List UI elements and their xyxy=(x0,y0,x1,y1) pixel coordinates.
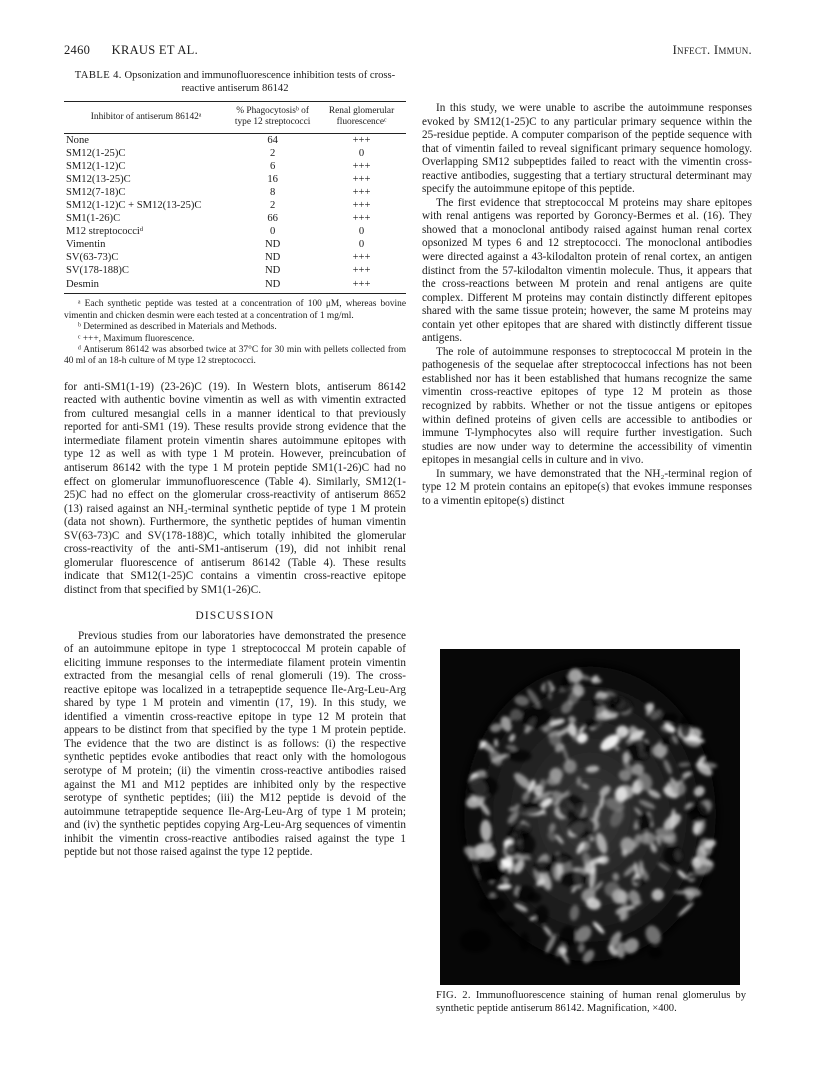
journal-name: Infect. Immun. xyxy=(672,43,752,57)
cell-phagocytosis: 8 xyxy=(269,186,276,198)
figure-label: FIG. 2. xyxy=(436,990,471,1001)
cell-inhibitor: None xyxy=(66,134,89,146)
cell-inhibitor: Vimentin xyxy=(66,239,106,251)
left-column xyxy=(64,70,406,860)
table-row xyxy=(64,187,406,200)
table-row xyxy=(64,200,406,213)
table-footnote: ᵈ Antiserum 86142 was absorbed twice at 37°C for 30 min with pellets collected from 40 ml of an 18-h culture of M type 12 streptococci. xyxy=(64,344,406,367)
table-footnotes xyxy=(64,299,406,367)
cell-phagocytosis: ND xyxy=(228,278,317,294)
cell-inhibitor: SV(178-188)C xyxy=(66,265,129,277)
table-caption xyxy=(68,70,402,95)
table-footnote: ᵃ Each synthetic peptide was tested at a concentration of 100 μM, whereas bovine vimentin and chicken desmin were each tested at a concentration of 1 mg/ml. xyxy=(64,299,406,321)
paragraph: The first evidence that streptococcal M proteins may share epitopes with renal antigens was reported by Goroncy-Bermes et al. (16). They showed that a monoclonal antibody raised against human renal cortex opsonized M types 6 and 12 streptococci. The monoclonal antibodies were directed against a 43-kilodalton protein of renal cortex, an antigen distinct from the 57-kilodalton vimentin molecule. Thus, it appears that the cross-reactions between M protein and renal antigens are quite complex. Different M proteins may contain distinctly different epitopes shared with the same tissue protein; however, the same M proteins may contain yet other epitopes that are shared with distinctly different tissue antigens. xyxy=(422,196,752,345)
table-label: TABLE 4. xyxy=(74,70,122,81)
cell-phagocytosis: ND xyxy=(264,265,281,277)
cell-fluorescence: 0 xyxy=(358,239,365,251)
table-row xyxy=(64,265,406,278)
table-title: Opsonization and immunofluorescence inhibition tests of cross-reactive antiserum 86142 xyxy=(124,70,396,94)
cell-fluorescence: +++ xyxy=(352,265,371,277)
cell-phagocytosis: ND xyxy=(264,252,281,264)
running-authors: KRAUS ET AL. xyxy=(111,43,199,57)
cell-fluorescence: +++ xyxy=(352,173,371,185)
paragraph: In this study, we were unable to ascribe the autoimmune responses evoked by SM12(1-25)C to any particular primary sequence within the 25-residue peptide. A computer comparison of the peptide sequence with that of vimentin failed to reveal significant primary sequence homology. Overlapping SM12 subpeptides failed to react with the vimentin cross-reactive antibodies, suggesting that a tertiary structural determinant may specify the autoimmune epitope of this peptide. xyxy=(422,102,752,196)
cell-phagocytosis: 0 xyxy=(269,226,276,238)
cell-phagocytosis: ND xyxy=(264,239,281,251)
micrograph-image xyxy=(440,649,740,985)
cell-fluorescence: +++ xyxy=(352,160,371,172)
cell-fluorescence: +++ xyxy=(352,134,371,146)
cell-inhibitor: SM12(7-18)C xyxy=(66,186,126,198)
table-row xyxy=(64,278,406,294)
cell-inhibitor: SM12(1-12)C + SM12(13-25)C xyxy=(66,200,202,211)
cell-inhibitor: SV(63-73)C xyxy=(66,252,119,264)
section-heading: DISCUSSION xyxy=(195,609,275,622)
cell-fluorescence: +++ xyxy=(317,278,406,294)
table-footnote: ᵇ Determined as described in Materials and Methods. xyxy=(78,322,277,333)
cell-phagocytosis: 2 xyxy=(269,147,276,159)
cell-fluorescence: +++ xyxy=(352,252,371,264)
table-row xyxy=(64,147,406,160)
cell-fluorescence: +++ xyxy=(352,186,371,198)
table-body xyxy=(64,134,406,294)
cell-inhibitor: SM12(1-12)C xyxy=(66,160,126,172)
cell-phagocytosis: 66 xyxy=(267,213,278,225)
paragraph: Previous studies from our laboratories have demonstrated the presence of an autoimmune epitope in type 1 streptococcal M protein capable of eliciting immune responses to the intermediate filament protein vimentin extracted from the mesangial cells of renal glomeruli (19). The cross-reactive epitope was localized in a tetrapeptide sequence Ile-Arg-Leu-Arg shared by type 1 M protein and vimentin (17, 19). In this study, we identified a vimentin cross-reactive epitope in type 12 M protein that appears to be distinct from that specified by the type 1 M protein peptide. The evidence that the two are distinct is as follows: (i) the respective synthetic peptides evoke antibodies that react only with the homologous serotype of M protein; (ii) the vimentin cross-reactive antibodies raised against the M1 and M12 peptides are inhibited only by the respective serotype of synthetic peptides; (iii) the M12 peptide is devoid of the autoimmune tetrapeptide sequence Ile-Arg-Leu-Arg of type 1 M protein; and (iv) the synthetic peptides copying Arg-Leu-Arg sequences of vimentin inhibit the vimentin cross-reactive antibodies raised against the type 1 peptide but not those raised against the type 12 peptide. xyxy=(64,629,406,859)
discussion-text xyxy=(64,630,406,860)
cell-fluorescence: 0 xyxy=(358,226,365,238)
table-row xyxy=(64,160,406,173)
cell-fluorescence: +++ xyxy=(352,200,371,211)
right-column xyxy=(422,102,752,508)
table-row xyxy=(64,134,406,148)
cell-phagocytosis: 16 xyxy=(267,173,278,185)
table-4 xyxy=(64,101,406,294)
table-row xyxy=(64,173,406,186)
table-row xyxy=(64,252,406,265)
cell-inhibitor: SM12(1-25)C xyxy=(66,147,126,159)
cell-phagocytosis: 64 xyxy=(267,134,278,146)
table-row xyxy=(64,239,406,252)
paragraph: for anti-SM1(1-19) (23-26)C (19). In Western blots, antiserum 86142 reacted with authentic bovine vimentin as well as with vimentin extracted from cultured mesangial cells in a manner identical to that previously reported for anti-SM1 (19). These results provide strong evidence that the intermediate filament protein vimentin shares autoimmune epitopes with type 12 as well as with type 1 M protein. However, preincubation of antiserum 86142 with the type 1 M protein peptide SM1(1-26)C had no effect on glomerular immunofluorescence (Table 4). Similarly, SM12(1-25)C had no effect on the glomerular cross-reactivity of antiserum 8652 (13) raised against an NH₂-terminal synthetic peptide of type 1 M protein (data not shown). Furthermore, the synthetic peptides of human vimentin SV(63-73)C and SV(178-188)C, which totally inhibited the glomerular cross-reactivity of the anti-SM1-antiserum (19), did not inhibit renal glomerular fluorescence of antiserum 86142 (Table 4). These results indicate that SM12(1-25)C contains a vimentin cross-reactive epitope distinct from that specified by SM1(1-26)C. xyxy=(64,380,406,596)
table-footnote: ᶜ +++, Maximum fluorescence. xyxy=(78,333,195,344)
table-header-row xyxy=(64,102,406,134)
col-header-fluorescence: Renal glomerular fluorescenceᶜ xyxy=(317,102,406,134)
paragraph: In summary, we have demonstrated that the NH₂-terminal region of type 12 M protein contains an epitope(s) that evokes immune responses to a vimentin epitope(s) distinct xyxy=(422,467,752,507)
cell-inhibitor: SM12(13-25)C xyxy=(66,173,131,185)
table-row xyxy=(64,226,406,239)
figure-caption xyxy=(436,990,746,1016)
figure-caption-text: Immunofluorescence staining of human renal glomerulus by synthetic peptide antiserum 86142. Magnification, ×400. xyxy=(436,990,747,1014)
cell-inhibitor: M12 streptococciᵈ xyxy=(66,226,144,238)
col-header-phagocytosis: % Phagocytosisᵇ of type 12 streptococci xyxy=(228,102,317,134)
figure-micrograph xyxy=(440,649,740,985)
paragraph: The role of autoimmune responses to streptococcal M protein in the pathogenesis of the sequelae after streptococcal infections has not been established nor has it been established that humans recognize the same vimentin cross-reactive epitopes of type 12 M protein as those recognized by rabbits. Whether or not the tissue antigens or epitopes within defined proteins of given cells are accessible to antibodies or immune T-lymphocytes also will require further investigation. Such studies are now under way to determine the accessibility of vimentin epitopes in mesangial cells in culture and in vivo. xyxy=(422,345,752,467)
results-text xyxy=(64,381,406,598)
table-row xyxy=(64,213,406,226)
cell-fluorescence: 0 xyxy=(358,147,365,159)
cell-fluorescence: +++ xyxy=(352,213,371,225)
page-number: 2460 xyxy=(64,43,91,57)
cell-phagocytosis: 6 xyxy=(269,160,276,172)
cell-inhibitor: SM1(1-26)C xyxy=(66,213,121,225)
running-header-left xyxy=(64,43,198,58)
cell-inhibitor: Desmin xyxy=(64,278,228,294)
col-header-inhibitor: Inhibitor of antiserum 86142ᵃ xyxy=(64,102,228,134)
cell-phagocytosis: 2 xyxy=(269,200,276,211)
